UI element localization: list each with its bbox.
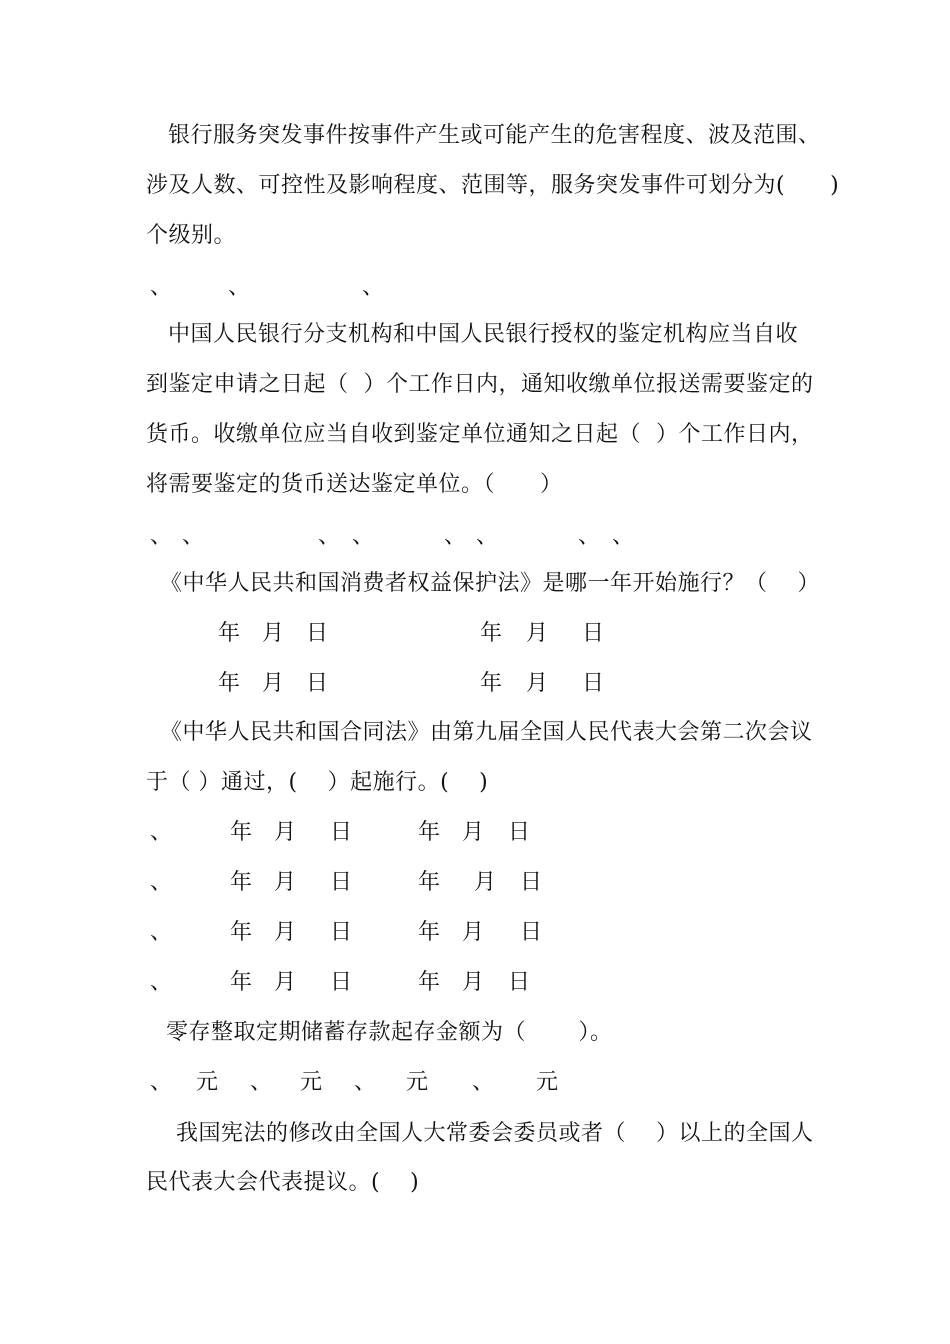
q2-line-2: 到鉴定申请之日起（ ）个工作日内，通知收缴单位报送需要鉴定的 <box>146 372 814 397</box>
q4-opt-year: 年 <box>418 920 441 945</box>
q4-opt-month: 月 <box>462 970 485 995</box>
q6-line-1: 我国宪法的修改由全国人大常委会委员或者（ ）以上的全国人 <box>176 1121 814 1146</box>
q4-opt-month: 月 <box>474 870 497 895</box>
q3-opt-d-month: 月 <box>526 671 549 696</box>
q2-option-mark: 、 <box>444 524 467 549</box>
q3-opt-a-month: 月 <box>262 621 285 646</box>
q5-option-mark: 、 <box>472 1070 495 1095</box>
q4-opt-day: 日 <box>330 870 353 895</box>
q3-opt-b-year: 年 <box>480 621 503 646</box>
q2-option-mark: 、 <box>578 524 601 549</box>
q3-opt-c-day: 日 <box>306 671 329 696</box>
q2-line-4: 将需要鉴定的货币送达鉴定单位。（ ） <box>146 472 563 497</box>
q2-line-1: 中国人民银行分支机构和中国人民银行授权的鉴定机构应当自收 <box>168 322 799 347</box>
q2-option-mark: 、 <box>182 524 205 549</box>
q4-opt-year: 年 <box>230 820 253 845</box>
q4-opt-year: 年 <box>418 820 441 845</box>
q4-line-1: 《中华人民共和国合同法》由第九届全国人民代表大会第二次会议 <box>160 720 813 745</box>
q4-option-mark: 、 <box>150 870 173 895</box>
q4-opt-month: 月 <box>462 820 485 845</box>
q2-option-mark: 、 <box>150 524 173 549</box>
q3-opt-b-month: 月 <box>526 621 549 646</box>
q4-opt-day: 日 <box>520 870 543 895</box>
q2-option-mark: 、 <box>612 524 635 549</box>
q2-line-3: 货币。收缴单位应当自收到鉴定单位通知之日起（ ）个工作日内， <box>146 422 814 447</box>
q4-opt-day: 日 <box>330 820 353 845</box>
q6-line-2: 民代表大会代表提议。( ) <box>146 1170 420 1195</box>
q4-opt-month: 月 <box>462 920 485 945</box>
q5-line-1: 零存整取定期储蓄存款起存金额为（ ）。 <box>166 1020 613 1045</box>
q4-line-2: 于（ ）通过，( ）起施行。( ) <box>146 770 489 795</box>
q1-option-mark: 、 <box>150 275 173 300</box>
q4-option-mark: 、 <box>150 820 173 845</box>
q5-option-unit: 元 <box>406 1070 429 1095</box>
q3-opt-b-day: 日 <box>582 621 605 646</box>
q2-option-mark: 、 <box>476 524 499 549</box>
q4-opt-year: 年 <box>230 870 253 895</box>
q4-opt-year: 年 <box>230 970 253 995</box>
q5-option-mark: 、 <box>150 1070 173 1095</box>
q1-option-mark: 、 <box>362 275 385 300</box>
q1-line-2: 涉及人数、可控性及影响程度、范围等，服务突发事件可划分为( ) <box>146 173 840 198</box>
q5-option-unit: 元 <box>300 1070 323 1095</box>
q4-option-mark: 、 <box>150 920 173 945</box>
q3-opt-c-month: 月 <box>262 671 285 696</box>
q4-opt-day: 日 <box>508 970 531 995</box>
q3-opt-a-year: 年 <box>218 621 241 646</box>
q1-option-mark: 、 <box>228 275 251 300</box>
q1-line-3: 个级别。 <box>146 223 237 248</box>
q4-opt-day: 日 <box>330 970 353 995</box>
q3-line-1: 《中华人民共和国消费者权益保护法》是哪一年开始施行？（ ） <box>160 571 820 596</box>
q4-opt-year: 年 <box>418 870 441 895</box>
q4-opt-month: 月 <box>274 970 297 995</box>
q5-option-unit: 元 <box>196 1070 219 1095</box>
q3-opt-a-day: 日 <box>306 621 329 646</box>
q3-opt-c-year: 年 <box>218 671 241 696</box>
q4-opt-year: 年 <box>230 920 253 945</box>
q4-opt-day: 日 <box>520 920 543 945</box>
q2-option-mark: 、 <box>352 524 375 549</box>
q4-opt-month: 月 <box>274 920 297 945</box>
q3-opt-d-year: 年 <box>480 671 503 696</box>
q3-opt-d-day: 日 <box>582 671 605 696</box>
q4-opt-day: 日 <box>330 920 353 945</box>
q5-option-unit: 元 <box>536 1070 559 1095</box>
q1-line-1: 银行服务突发事件按事件产生或可能产生的危害程度、波及范围、 <box>168 123 821 148</box>
q2-option-mark: 、 <box>318 524 341 549</box>
q4-opt-month: 月 <box>274 870 297 895</box>
q4-opt-year: 年 <box>418 970 441 995</box>
q4-opt-month: 月 <box>274 820 297 845</box>
q4-option-mark: 、 <box>150 970 173 995</box>
q4-opt-day: 日 <box>508 820 531 845</box>
q5-option-mark: 、 <box>354 1070 377 1095</box>
q5-option-mark: 、 <box>250 1070 273 1095</box>
